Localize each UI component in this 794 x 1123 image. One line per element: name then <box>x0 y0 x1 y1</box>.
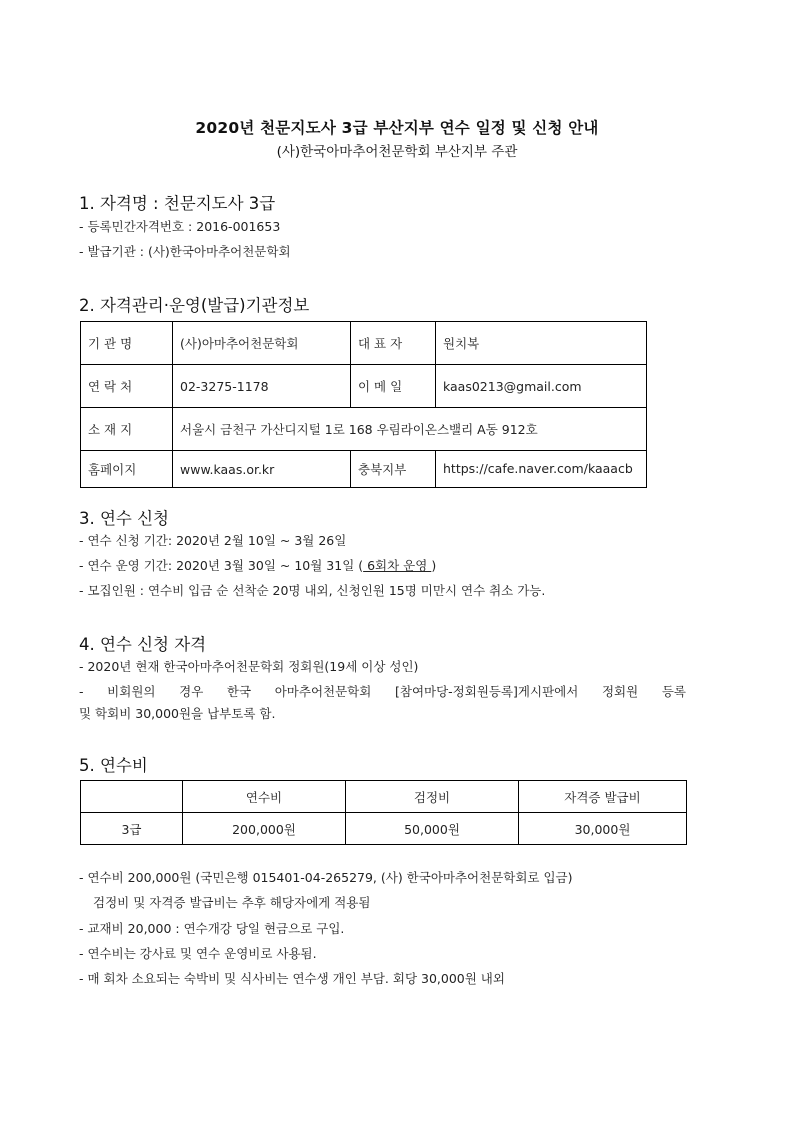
table-header-row <box>81 781 687 813</box>
fee-note-1: - 연수비 200,000원 (국민은행 015401-04-265279, (사) 한국아마추어천문학회로 입금) <box>79 870 573 885</box>
section1-line2: - 발급기관 : (사)한국아마추어천문학회 <box>79 244 291 259</box>
table-key-cell: 연 락 처 <box>81 365 173 408</box>
table-row <box>81 813 687 845</box>
table-key-cell: 소 재 지 <box>81 408 173 451</box>
address-value-cell: 서울시 금천구 가산디지털 1로 168 우림라이온스밸리 A동 912호 <box>173 408 647 451</box>
document-title: 2020년 천문지도사 3급 부산지부 연수 일정 및 신청 안내 <box>195 119 599 137</box>
table-row <box>81 322 647 365</box>
table-header-cell: 검정비 <box>346 781 519 813</box>
branch-url-cell: https://cafe.naver.com/kaaacb <box>436 451 647 488</box>
table-cell: 3급 <box>81 813 183 845</box>
table-value-cell: (사)아마추어천문학회 <box>173 322 351 365</box>
email-value-cell: kaas0213@gmail.com <box>436 365 647 408</box>
section4-line3: 및 학회비 30,000원을 납부토록 함. <box>79 706 276 721</box>
table-value-cell: 원치복 <box>436 322 647 365</box>
session-count-underlined: 6회차 운영 <box>363 558 432 573</box>
section3-line2-prefix: - 연수 운영 기간: 2020년 3월 30일 ~ 10월 31일 ( <box>79 558 364 573</box>
table-key-cell: 기 관 명 <box>81 322 173 365</box>
table-header-cell: 자격증 발급비 <box>519 781 687 813</box>
table-cell: 200,000원 <box>183 813 346 845</box>
table-row <box>81 408 647 451</box>
section3-heading: 3. 연수 신청 <box>79 509 169 528</box>
table-row <box>81 451 647 488</box>
table-header-cell: 연수비 <box>183 781 346 813</box>
section4-line1: - 2020년 현재 한국아마추어천문학회 정회원(19세 이상 성인) <box>79 659 419 674</box>
table-key-cell: 대 표 자 <box>351 322 436 365</box>
section5-heading: 5. 연수비 <box>79 756 148 775</box>
table-key-cell: 충북지부 <box>351 451 436 488</box>
section2-heading: 2. 자격관리·운영(발급)기관정보 <box>79 296 310 315</box>
section1-heading: 1. 자격명 : 천문지도사 3급 <box>79 194 276 213</box>
table-header-cell <box>81 781 183 813</box>
table-key-cell: 홈페이지 <box>81 451 173 488</box>
section4-heading: 4. 연수 신청 자격 <box>79 635 207 654</box>
section3-line1: - 연수 신청 기간: 2020년 2월 10일 ~ 3월 26일 <box>79 533 347 548</box>
fee-note-3: - 교재비 20,000 : 연수개강 당일 현금으로 구입. <box>79 921 345 936</box>
section3-line2 <box>79 556 436 574</box>
homepage-value-cell: www.kaas.or.kr <box>173 451 351 488</box>
fee-note-2: 검정비 및 자격증 발급비는 추후 해당자에게 적용됨 <box>93 895 371 910</box>
table-key-cell: 이 메 일 <box>351 365 436 408</box>
table-cell: 30,000원 <box>519 813 687 845</box>
table-cell: 50,000원 <box>346 813 519 845</box>
section3-line3: - 모집인원 : 연수비 입금 순 선착순 20명 내외, 신청인원 15명 미만시 연수 취소 가능. <box>79 583 546 598</box>
institution-info-table <box>80 321 647 488</box>
section1-line1: - 등록민간자격번호 : 2016-001653 <box>79 219 281 234</box>
fee-table <box>80 780 687 845</box>
fee-note-5: - 매 회차 소요되는 숙박비 및 식사비는 연수생 개인 부담. 회당 30,000원 내외 <box>79 971 505 986</box>
table-value-cell: 02-3275-1178 <box>173 365 351 408</box>
document-subtitle: (사)한국아마추어천문학회 부산지부 주관 <box>276 144 518 160</box>
table-row <box>81 365 647 408</box>
section4-line2: - 비회원의 경우 한국 아마추어천문학회 [참여마당-정회원등록]게시판에서 정회원 등록 <box>79 684 686 699</box>
fee-note-4: - 연수비는 강사료 및 연수 운영비로 사용됨. <box>79 946 317 961</box>
section3-line2-suffix: ) <box>431 558 437 573</box>
